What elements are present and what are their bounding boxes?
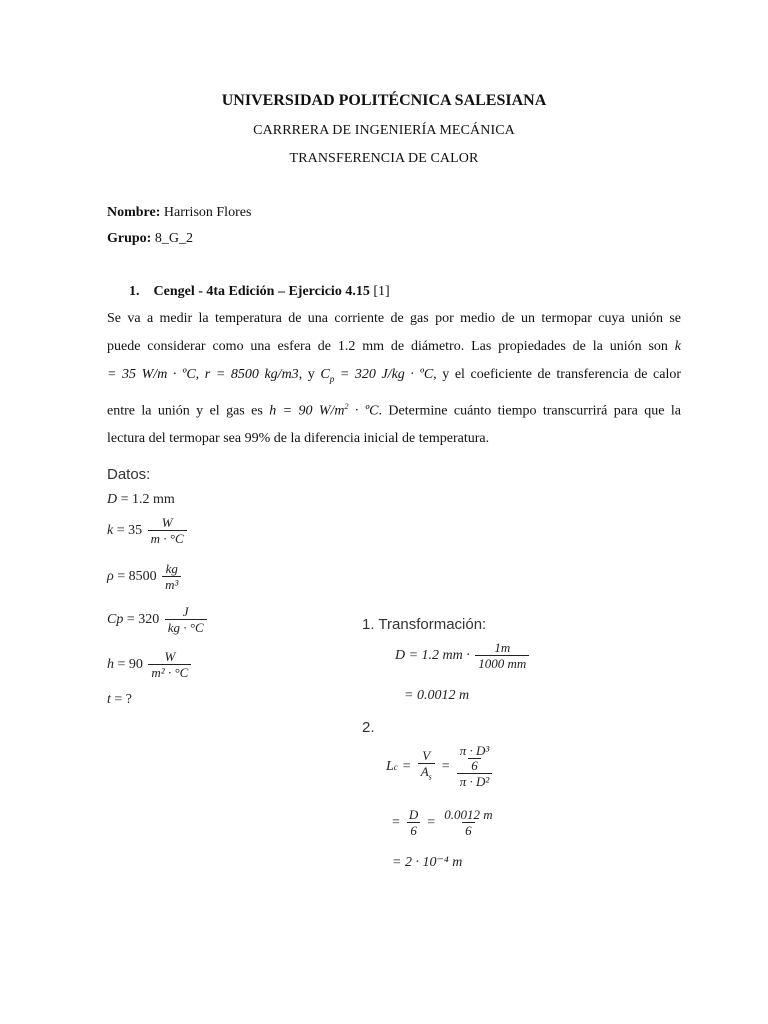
exercise-statement: [107, 305, 681, 453]
step2-line-3: = 2 · 10⁻⁴ m: [392, 855, 463, 870]
statement-line-3: = 35 W/m · ºC, r = 8500 kg/m3, y $C_p = 320$ J/kg · ºC, y el coeficiente de transferencia de calor: [107, 367, 682, 384]
datos-cp: Cp = 320 $\frac{J}{kg \cdot ^\circ C}$: [107, 605, 209, 635]
transform-line-1: D = 1.2 mm · $\frac{1m}{1000 mm}$: [395, 641, 531, 671]
datos-t: t = ?: [107, 692, 132, 707]
transform-heading: 1. Transformación:: [362, 616, 487, 633]
step2-line-1: L c = $\frac{V}{A_s}$ = π · D³ 6 π · D²: [386, 744, 494, 789]
career-title: CARRRERA DE INGENIERÍA MECÁNICA: [253, 123, 515, 138]
statement-line-1: Se va a medir la temperatura de una corriente de gas por medio de un termopar cuya unión se: [107, 311, 681, 326]
course-title: TRANSFERENCIA DE CALOR: [289, 151, 479, 166]
exercise-number: 1.: [129, 284, 140, 299]
datos-h: h = 90 $\frac{W}{\text{m² · °C}}$: [107, 650, 193, 680]
student-name: [107, 205, 251, 221]
datos-k: k = 35 $\frac{W}{m \cdot ^\circ C}$: [107, 516, 189, 546]
university-title: UNIVERSIDAD POLITÉCNICA SALESIANA: [221, 92, 547, 109]
student-group: [107, 231, 193, 247]
datos-rho: ρ = 8500 $\frac{kg}{\text{m³}}$: [107, 562, 183, 592]
group-value: 8_G_2: [151, 231, 193, 246]
exercise-ref: [1]: [373, 284, 390, 299]
name-value: Harrison Flores: [160, 205, 252, 220]
exercise-title: Cengel - 4ta Edición – Ejercicio 4.15: [153, 284, 370, 299]
statement-line-2: puede considerar como una esfera de 1.2 mm de diámetro. Las propiedades de la unión son k: [107, 339, 681, 354]
exercise-heading: [129, 284, 390, 300]
datos-D: D = 1.2 mm: [107, 492, 175, 507]
step2-heading: 2.: [362, 719, 375, 736]
name-label: Nombre:: [107, 205, 161, 220]
group-label: Grupo:: [107, 231, 152, 246]
statement-line-5: lectura del termopar sea 99% de la diferencia inicial de temperatura.: [107, 431, 490, 447]
statement-line-4: entre la unión y el gas es h = 90 $W/m^2$ · ºC. Determine cuánto tiempo transcurrirá para que la: [107, 401, 682, 419]
step2-line-2: = $\frac{D}{6}$ = $\frac{0.0012 m}{6}$: [392, 807, 493, 838]
datos-heading: Datos:: [107, 466, 151, 483]
transform-line-2: = 0.0012 m: [404, 688, 470, 703]
